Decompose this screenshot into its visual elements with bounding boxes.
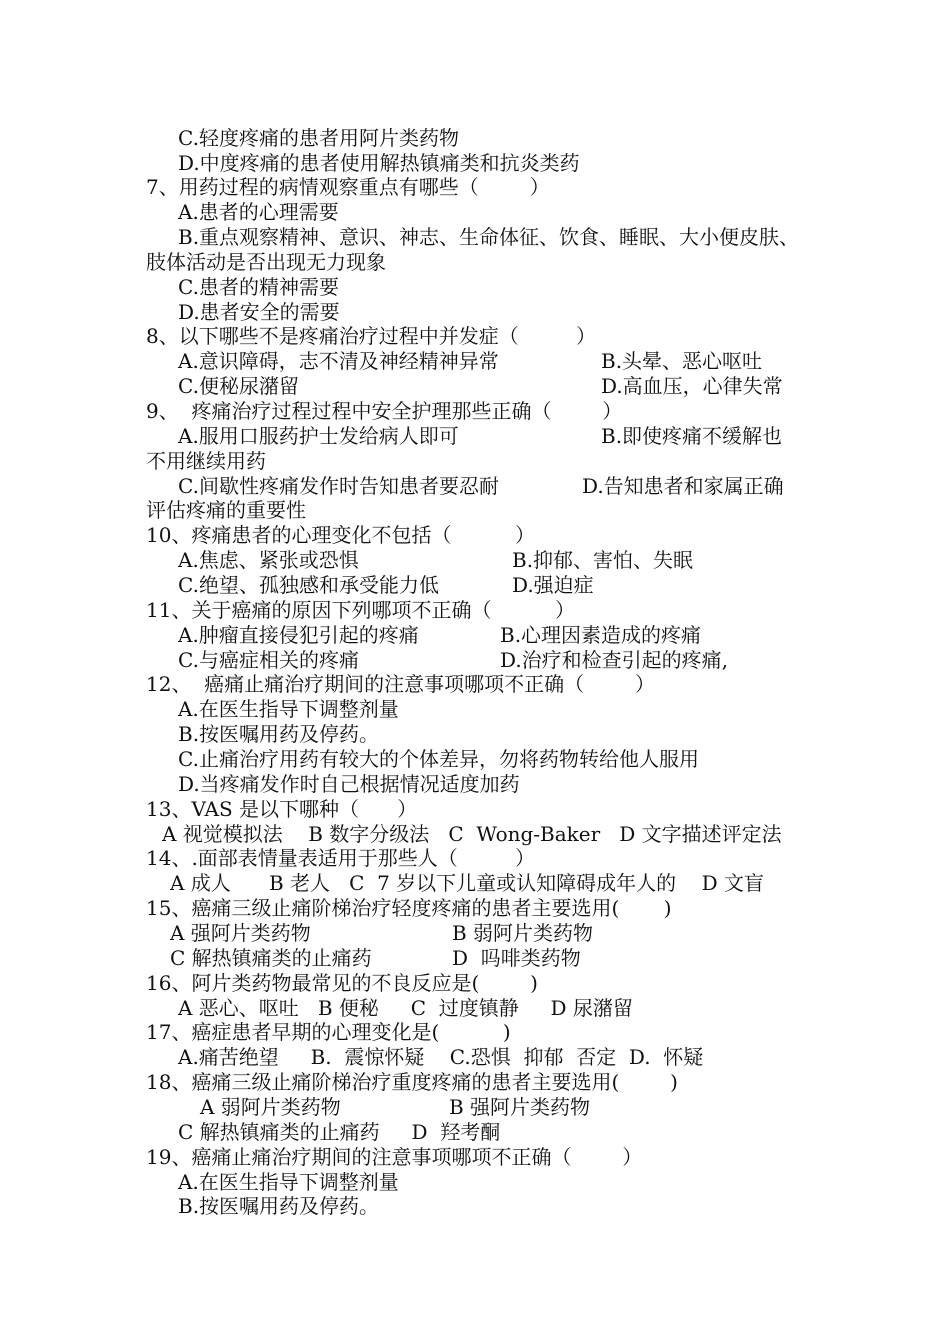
option-line: C.绝望、孤独感和承受能力低 <box>178 573 439 597</box>
option-line: D.治疗和检查引起的疼痛, <box>500 648 729 672</box>
option-line: D.中度疼痛的患者使用解热镇痛类和抗炎类药 <box>178 151 580 175</box>
question-line: 16、阿片类药物最常见的不良反应是( ) <box>146 971 538 995</box>
question-line: 11、关于癌痛的原因下列哪项不正确（ ） <box>146 598 576 622</box>
option-line: B.心理因素造成的疼痛 <box>500 623 702 647</box>
option-line: A 视觉模拟法 B 数字分级法 C Wong-Baker D 文字描述评定法 <box>162 822 782 846</box>
option-line: A 弱阿片类药物 <box>200 1095 341 1119</box>
option-line: B.重点观察精神、意识、神志、生命体征、饮食、睡眠、大小便皮肤、 <box>178 225 800 249</box>
option-line: D.患者安全的需要 <box>178 300 340 324</box>
option-line: C.与癌症相关的疼痛 <box>178 648 359 672</box>
question-line: 19、癌痛止痛治疗期间的注意事项哪项不正确（ ） <box>146 1145 643 1169</box>
option-line: B.抑郁、害怕、失眠 <box>512 548 694 572</box>
option-line: B.即使疼痛不缓解也 <box>601 424 783 448</box>
option-line: D.强迫症 <box>512 573 594 597</box>
option-line: B.头晕、恶心呕吐 <box>601 349 763 373</box>
option-continuation: 评估疼痛的重要性 <box>146 498 306 522</box>
option-line: A.在医生指导下调整剂量 <box>178 697 399 721</box>
option-line: A.痛苦绝望 B. 震惊怀疑 C.恐惧 抑郁 否定 D. 怀疑 <box>178 1045 704 1069</box>
option-line: A.服用口服药护士发给病人即可 <box>178 424 459 448</box>
question-line: 8、以下哪些不是疼痛治疗过程中并发症（ ） <box>146 324 596 348</box>
option-line: B 弱阿片类药物 <box>452 921 594 945</box>
option-line: A.肿瘤直接侵犯引起的疼痛 <box>178 623 419 647</box>
option-line: B.按医嘱用药及停药。 <box>178 722 380 746</box>
option-line: A.意识障碍，志不清及神经精神异常 <box>178 349 499 373</box>
option-line: C 解热镇痛类的止痛药 <box>170 946 372 970</box>
option-line: B 强阿片类药物 <box>449 1095 591 1119</box>
question-line: 13、VAS 是以下哪种（ ） <box>146 797 418 821</box>
question-line: 9、 疼痛治疗过程过程中安全护理那些正确（ ） <box>146 399 623 423</box>
option-line: A 恶心、呕吐 B 便秘 C 过度镇静 D 尿潴留 <box>178 996 633 1020</box>
option-line: D.告知患者和家属正确 <box>582 474 784 498</box>
option-line: D.当疼痛发作时自己根据情况适度加药 <box>178 772 520 796</box>
option-line: C 解热镇痛类的止痛药 D 羟考酮 <box>178 1120 501 1144</box>
option-line: A 成人 B 老人 C 7 岁以下儿童或认知障碍成年人的 D 文盲 <box>170 871 764 895</box>
option-line: D.高血压，心律失常 <box>601 374 783 398</box>
option-line: A 强阿片类药物 <box>170 921 311 945</box>
option-line: A.在医生指导下调整剂量 <box>178 1170 399 1194</box>
option-line: D 吗啡类药物 <box>452 946 581 970</box>
question-line: 18、癌痛三级止痛阶梯治疗重度疼痛的患者主要选用( ) <box>146 1070 678 1094</box>
question-line: 17、癌症患者早期的心理变化是( ) <box>146 1020 511 1044</box>
option-line: A.焦虑、紧张或恐惧 <box>178 548 359 572</box>
question-line: 10、疼痛患者的心理变化不包括（ ） <box>146 523 536 547</box>
option-line: C.便秘尿潴留 <box>178 374 299 398</box>
option-line: C.患者的精神需要 <box>178 275 339 299</box>
question-line: 12、 癌痛止痛治疗期间的注意事项哪项不正确（ ） <box>146 672 656 696</box>
option-continuation: 不用继续用药 <box>146 449 266 473</box>
option-line: B.按医嘱用药及停药。 <box>178 1194 380 1218</box>
option-continuation: 肢体活动是否出现无力现象 <box>146 250 386 274</box>
option-line: C.间歇性疼痛发作时告知患者要忍耐 <box>178 474 499 498</box>
question-line: 7、用药过程的病情观察重点有哪些（ ） <box>146 175 550 199</box>
option-line: C.轻度疼痛的患者用阿片类药物 <box>178 126 459 150</box>
option-line: A.患者的心理需要 <box>178 200 339 224</box>
question-line: 14、.面部表情量表适用于那些人（ ） <box>146 846 536 870</box>
question-line: 15、癌痛三级止痛阶梯治疗轻度疼痛的患者主要选用( ) <box>146 896 672 920</box>
option-line: C.止痛治疗用药有较大的个体差异，勿将药物转给他人服用 <box>178 747 699 771</box>
